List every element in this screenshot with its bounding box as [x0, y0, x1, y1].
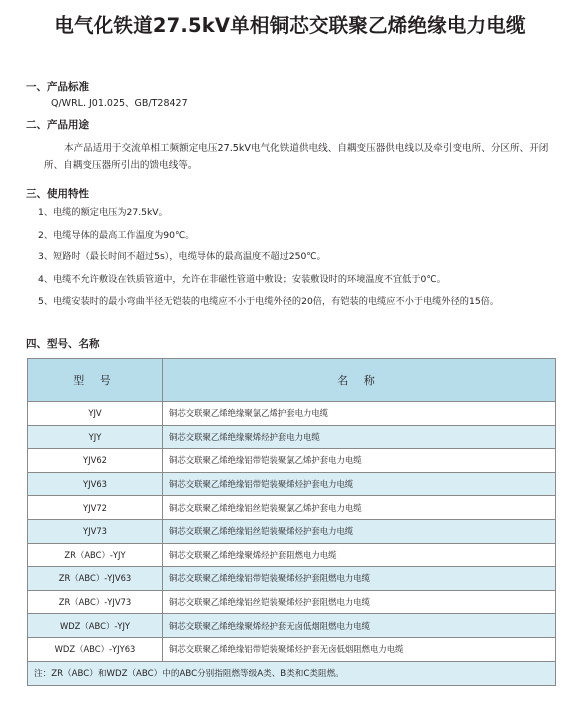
- model-cell: YJY: [28, 425, 163, 449]
- table-row: [28, 567, 556, 591]
- name-cell: 铜芯交联聚乙烯绝缘铝丝铠装聚烯烃护套电力电缆: [163, 519, 556, 543]
- name-cell: 铜芯交联聚乙烯绝缘聚烯烃护套无卤低烟阻燃电力电缆: [163, 614, 556, 638]
- model-cell: ZR（ABC）-YJY: [28, 543, 163, 567]
- model-cell: ZR（ABC）-YJV63: [28, 567, 163, 591]
- name-cell: 铜芯交联聚乙烯绝缘铝丝铠装聚烯烃护套阻燃电力电缆: [163, 590, 556, 614]
- model-cell: ZR（ABC）-YJV73: [28, 590, 163, 614]
- model-cell: YJV62: [28, 449, 163, 473]
- table-row: [28, 590, 556, 614]
- name-cell: 铜芯交联聚乙烯绝缘铝丝铠装聚氯乙烯护套电力电缆: [163, 496, 556, 520]
- table-note-row: [28, 661, 556, 685]
- column-header-name: 名 称: [163, 359, 556, 402]
- name-cell: 铜芯交联聚乙烯绝缘铝带铠装聚烯烃护套电力电缆: [163, 472, 556, 496]
- name-cell: 铜芯交联聚乙烯绝缘聚烯烃护套阻燃电力电缆: [163, 543, 556, 567]
- section-heading-models: 四、型号、名称: [26, 338, 100, 350]
- model-cell: YJV: [28, 402, 163, 426]
- name-cell: 铜芯交联聚乙烯绝缘铝带铠装聚烯烃护套无卤低烟阻燃电力电缆: [163, 637, 556, 661]
- usage-text: 本产品适用于交流单相工频额定电压27.5kV电气化铁道供电线、自耦变压器供电线以及牵引变电所、分区所、开闭所、自耦变压器所引出的馈电线等。: [44, 143, 549, 171]
- table-note: 注：ZR（ABC）和WDZ（ABC）中的ABC分别指阻燃等级A类、B类和C类阻燃。: [28, 661, 556, 685]
- table-row: [28, 402, 556, 426]
- model-cell: YJV72: [28, 496, 163, 520]
- feature-item: 5、电缆安装时的最小弯曲半径无铠装的电缆应不小于电缆外径的20倍，有铠装的电缆应不小于电缆外径的15倍。: [38, 296, 500, 307]
- feature-item: 2、电缆导体的最高工作温度为90℃。: [38, 230, 195, 241]
- table-row: [28, 543, 556, 567]
- name-cell: 铜芯交联聚乙烯绝缘铝带铠装聚氯乙烯护套电力电缆: [163, 449, 556, 473]
- model-cell: YJV73: [28, 519, 163, 543]
- name-cell: 铜芯交联聚乙烯绝缘聚烯烃护套电力电缆: [163, 425, 556, 449]
- model-cell: WDZ（ABC）-YJY: [28, 614, 163, 638]
- section-heading-features: 三、使用特性: [26, 188, 89, 200]
- section-heading-usage: 二、产品用途: [26, 119, 89, 131]
- name-cell: 铜芯交联聚乙烯绝缘铝带铠装聚烯烃护套阻燃电力电缆: [163, 567, 556, 591]
- feature-item: 4、电缆不允许敷设在铁质管道中，允许在非磁性管道中敷设；安装敷设时的环境温度不宜低于0℃。: [38, 274, 446, 285]
- table-row: [28, 614, 556, 638]
- table-row: [28, 449, 556, 473]
- feature-item: 1、电缆的额定电压为27.5kV。: [38, 207, 168, 218]
- standard-text: Q/WRL. J01.025、GB/T28427: [51, 98, 188, 109]
- name-cell: 铜芯交联聚乙烯绝缘聚氯乙烯护套电力电缆: [163, 402, 556, 426]
- table-row: [28, 496, 556, 520]
- feature-item: 3、短路时（最长时间不超过5s），电缆导体的最高温度不超过250℃。: [38, 251, 326, 262]
- table-row: [28, 472, 556, 496]
- page-title: 电气化铁道27.5kV单相铜芯交联聚乙烯绝缘电力电缆: [54, 14, 526, 37]
- model-cell: WDZ（ABC）-YJY63: [28, 637, 163, 661]
- table-row: [28, 637, 556, 661]
- model-table: [27, 358, 556, 686]
- section-heading-standard: 一、产品标准: [26, 81, 89, 93]
- table-row: [28, 519, 556, 543]
- model-cell: YJV63: [28, 472, 163, 496]
- column-header-model: 型 号: [28, 359, 163, 402]
- table-row: [28, 425, 556, 449]
